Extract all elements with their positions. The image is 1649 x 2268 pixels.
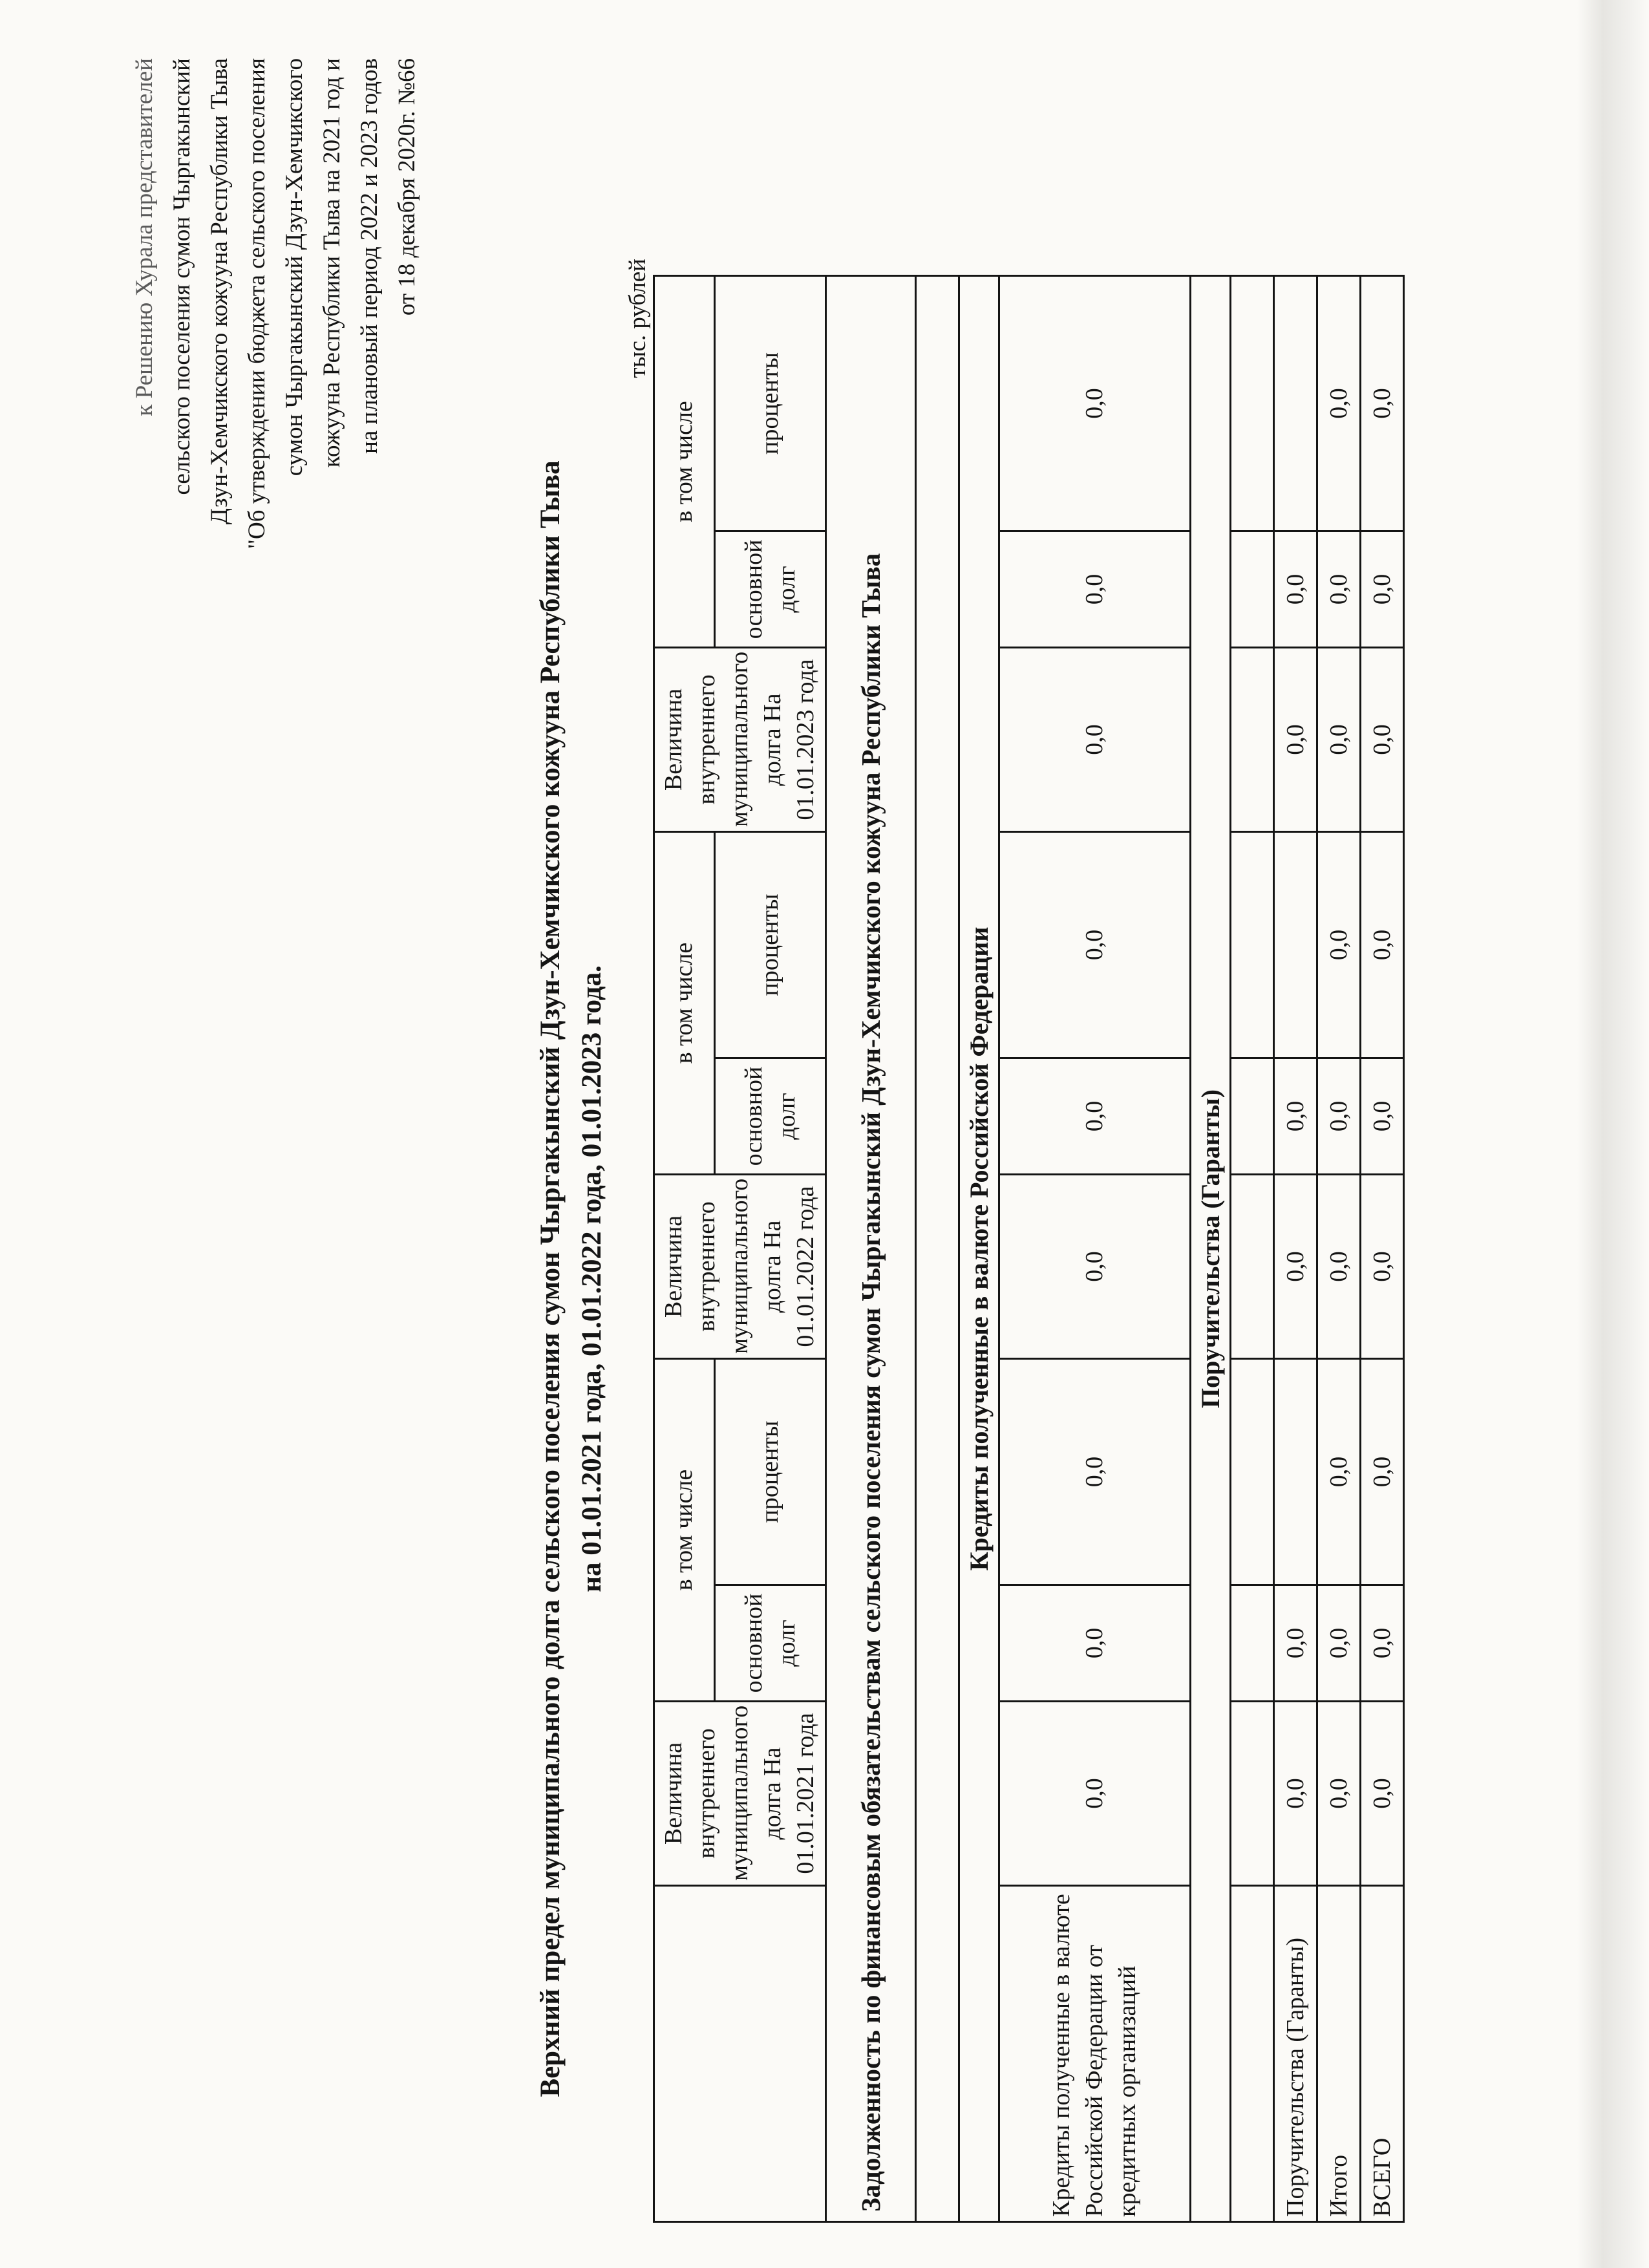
cell-value: 0,0 <box>1317 1174 1361 1358</box>
spacer-row <box>916 275 959 2221</box>
cell-value: 0,0 <box>1361 1174 1404 1358</box>
row-label-grand-total: ВСЕГО <box>1361 1886 1404 2222</box>
appendix-note-line: к Решению Хурала представителей <box>131 58 158 416</box>
cell-value: 0,0 <box>1317 1702 1361 1886</box>
document-title <box>530 406 613 2152</box>
cell-value: 0,0 <box>1361 1702 1404 1886</box>
cell-value: 0,0 <box>999 275 1191 531</box>
table-row-grand-total <box>1361 275 1404 2221</box>
cell-value: 0,0 <box>999 647 1191 831</box>
cell-value <box>1274 831 1317 1058</box>
cell-value: 0,0 <box>1274 1174 1317 1358</box>
spacer-cell <box>1231 1702 1274 1886</box>
appendix-note-line: кожууна Республики Тыва на 2021 год и <box>319 58 345 468</box>
header-including-2022: в том числе <box>654 831 715 1174</box>
spacer-cell <box>1231 1886 1274 2222</box>
row-label-total: Итого <box>1317 1886 1361 2222</box>
table-header-row <box>654 275 715 2221</box>
header-size-2023: Величина внутреннего муниципального долга На 01.01.2023 года <box>654 647 826 831</box>
spacer-cell <box>1231 531 1274 647</box>
appendix-note-line: на плановый период 2022 и 2023 годов <box>356 58 383 454</box>
cell-value: 0,0 <box>1361 1058 1404 1174</box>
table-row-guarantees <box>1274 275 1317 2221</box>
cell-value: 0,0 <box>1274 531 1317 647</box>
header-size-2021: Величина внутреннего муниципального долга На 01.01.2021 года <box>654 1702 826 1886</box>
cell-value: 0,0 <box>1274 1585 1317 1702</box>
header-size-2022: Величина внутреннего муниципального долга На 01.01.2022 года <box>654 1174 826 1358</box>
header-principal-2021: основной долг <box>715 1585 826 1702</box>
header-interest-2023: проценты <box>715 275 826 531</box>
section-guarantees: Поручительства (Гаранты) <box>1191 275 1231 2221</box>
spacer-cell <box>1231 275 1274 531</box>
header-interest-2021: проценты <box>715 1358 826 1585</box>
section-credits: Кредиты полученные в валюте Российской Федерации <box>959 275 999 2221</box>
table-row-total <box>1317 275 1361 2221</box>
cell-value: 0,0 <box>1361 647 1404 831</box>
unit-label: тыс. рублей <box>624 259 651 378</box>
title-line-1: Верхний предел муниципального долга сельского поселения сумон Чыргакынский Дзун-Хемчикского кожууна Республики Тыва <box>535 460 566 2097</box>
appendix-note-line: Дзун-Хемчикского кожууна Республики Тыва <box>206 58 233 525</box>
cell-value: 0,0 <box>1317 647 1361 831</box>
cell-value: 0,0 <box>1274 1058 1317 1174</box>
appendix-note-line: сельского поселения сумон Чыргакынский <box>169 58 195 495</box>
spacer-row <box>1231 275 1274 2221</box>
header-including-2021: в том числе <box>654 1358 715 1701</box>
cell-value: 0,0 <box>1361 1585 1404 1702</box>
section-row-main <box>826 275 916 2221</box>
section-main-debt: Задолженность по финансовым обязательствам сельского поселения сумон Чыргакынский Дзун-Хемчикского кожууна Республики Тыва <box>826 275 916 2221</box>
spacer-cell <box>1231 647 1274 831</box>
cell-value: 0,0 <box>1317 1585 1361 1702</box>
appendix-note <box>126 58 426 1157</box>
section-row-guarantees <box>1191 275 1231 2221</box>
title-line-2: на 01.01.2021 года, 01.01.2022 года, 01.01.2023 года. <box>577 965 607 1592</box>
cell-value: 0,0 <box>1317 275 1361 531</box>
cell-value: 0,0 <box>999 831 1191 1058</box>
cell-value: 0,0 <box>1317 1058 1361 1174</box>
cell-value <box>1274 275 1317 531</box>
appendix-note-line: "Об утверждении бюджета сельского поселения <box>244 58 270 550</box>
cell-value: 0,0 <box>1274 1702 1317 1886</box>
cell-value: 0,0 <box>1361 831 1404 1058</box>
row-label-guarantees: Поручительства (Гаранты) <box>1274 1886 1317 2222</box>
header-principal-2022: основной долг <box>715 1058 826 1174</box>
spacer-cell <box>1231 1174 1274 1358</box>
spacer-cell <box>916 275 959 2221</box>
section-row-credits <box>959 275 999 2221</box>
header-including-2023: в том числе <box>654 275 715 647</box>
cell-value: 0,0 <box>999 1058 1191 1174</box>
cell-value: 0,0 <box>1317 1358 1361 1585</box>
spacer-cell <box>1231 1585 1274 1702</box>
header-blank-cell <box>654 1886 826 2222</box>
appendix-note-line: сумон Чыргакынский Дзун-Хемчикского <box>281 58 308 476</box>
cell-value: 0,0 <box>999 1585 1191 1702</box>
row-label-credits: Кредиты полученные в валюте Российской Федерации от кредитных организаций <box>999 1886 1191 2222</box>
cell-value: 0,0 <box>1274 647 1317 831</box>
cell-value: 0,0 <box>1361 531 1404 647</box>
cell-value: 0,0 <box>1361 1358 1404 1585</box>
table-row-credits <box>999 275 1191 2221</box>
cell-value: 0,0 <box>1317 531 1361 647</box>
spacer-cell <box>1231 831 1274 1058</box>
cell-value: 0,0 <box>999 1174 1191 1358</box>
cell-value: 0,0 <box>999 1358 1191 1585</box>
cell-value: 0,0 <box>999 531 1191 647</box>
header-interest-2022: проценты <box>715 831 826 1058</box>
cell-value <box>1274 1358 1317 1585</box>
appendix-note-line: от 18 декабря 2020г. №66 <box>394 58 420 316</box>
cell-value: 0,0 <box>1361 275 1404 531</box>
cell-value: 0,0 <box>1317 831 1361 1058</box>
debt-table <box>653 275 1405 2223</box>
spacer-cell <box>1231 1358 1274 1585</box>
cell-value: 0,0 <box>999 1702 1191 1886</box>
spacer-cell <box>1231 1058 1274 1174</box>
header-principal-2023: основной долг <box>715 531 826 647</box>
